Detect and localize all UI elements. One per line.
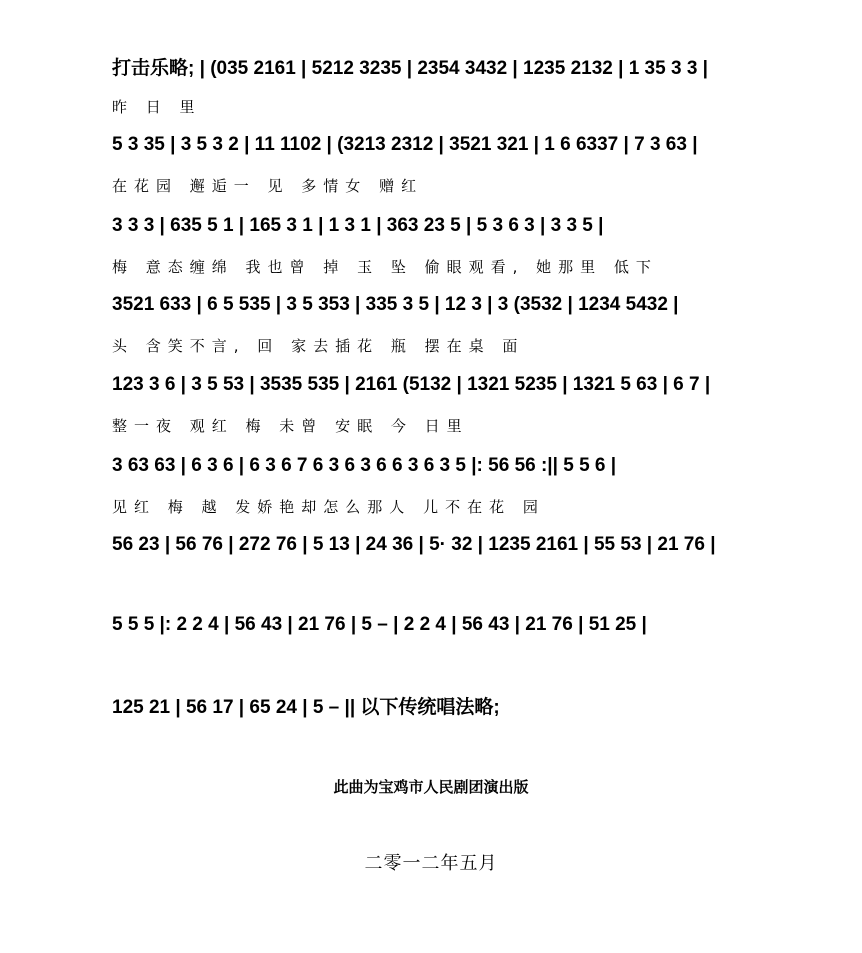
notation: 3521 633 | 6 5 535 | 3 5 353 | 335 3 5 | 12 3 | 3 (3532 | 1234 5432 | [112, 294, 679, 315]
performance-credit: 此曲为宝鸡市人民剧团演出版 [333, 778, 529, 796]
notation: 5 5 5 |: 2 2 4 | 56 43 | 21 76 | 5 – | 2 2 4 | 56 43 | 21 76 | 51 25 | [112, 614, 647, 635]
notation: 125 21 | 56 17 | 65 24 | 5 – || 以下传统唱法略; [112, 696, 500, 718]
notation: 123 3 6 | 3 5 53 | 3535 535 | 2161 (5132 | 1321 5235 | 1321 5 63 | 6 7 | [112, 374, 711, 395]
notation: 3 3 3 | 635 5 1 | 165 3 1 | 1 3 1 | 363 23 5 | 5 3 6 3 | 3 3 5 | [112, 215, 604, 236]
notation: 56 23 | 56 76 | 272 76 | 5 13 | 24 36 | 5· 32 | 1235 2161 | 55 53 | 21 76 | [112, 534, 716, 555]
notation: 打击乐略; | (035 2161 | 5212 3235 | 2354 3432 | 1235 2132 | 1 35 3 3 | [112, 57, 708, 79]
lyrics: 昨 日 里 [112, 98, 202, 116]
lyrics: 头 含笑不言, 回 家去插花 瓶 摆在桌 面 [112, 337, 525, 355]
notation: 3 63 63 | 6 3 6 | 6 3 6 7 6 3 6 3 6 6 3 6 3 5 |: 56 56 :|| 5 5 6 | [112, 455, 617, 476]
lyrics: 整一夜 观红 梅 未曾 安眠 今 日里 [112, 417, 469, 435]
lyrics: 见红 梅 越 发娇艳却怎么那人 儿不在花 园 [112, 498, 545, 516]
notation: 5 3 35 | 3 5 3 2 | 11 1102 | (3213 2312 | 3521 321 | 1 6 6337 | 7 3 63 | [112, 134, 698, 155]
lyrics: 梅 意态缠绵 我也曾 掉 玉 坠 偷眼观看, 她那里 低下 [112, 258, 658, 276]
lyrics: 在花园 邂逅一 见 多情女 赠红 [112, 177, 424, 195]
date-line: 二零一二年五月 [364, 853, 498, 874]
